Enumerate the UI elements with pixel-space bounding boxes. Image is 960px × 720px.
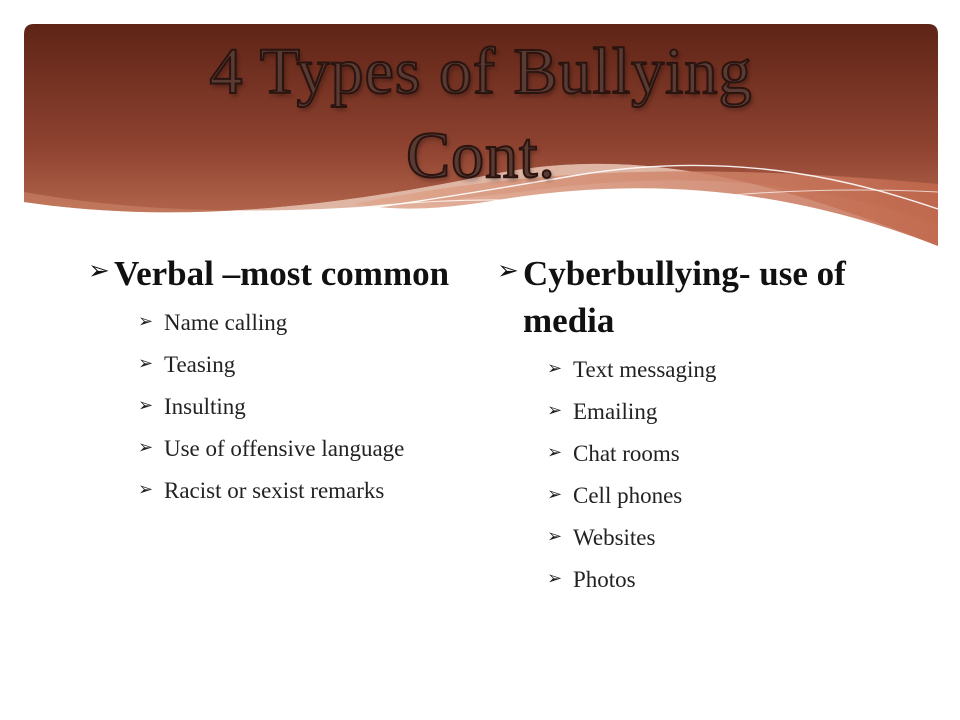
list-item-text: Chat rooms <box>573 441 680 466</box>
slide-title-line2: Cont. <box>406 119 556 192</box>
list-item-text: Websites <box>573 525 656 550</box>
list-item <box>547 398 897 426</box>
arrowhead-icon: ➢ <box>547 484 563 505</box>
list-item-text: Racist or sexist remarks <box>164 478 385 503</box>
arrowhead-icon: ➢ <box>497 256 519 286</box>
cyberbullying-column <box>497 250 897 608</box>
list-item-text: Name calling <box>164 310 288 335</box>
arrowhead-icon: ➢ <box>138 311 154 332</box>
slide-title-line1: 4 Types of Bullying <box>209 35 753 108</box>
list-item-text: Text messaging <box>573 357 717 382</box>
list-item <box>547 356 897 384</box>
list-item <box>138 393 468 421</box>
list-item-text: Emailing <box>573 399 658 424</box>
arrowhead-icon: ➢ <box>547 526 563 547</box>
list-item-text: Use of offensive language <box>164 436 405 461</box>
arrowhead-icon: ➢ <box>547 358 563 379</box>
list-item <box>138 435 468 463</box>
list-item <box>138 351 468 379</box>
arrowhead-icon: ➢ <box>138 479 154 500</box>
list-item-text: Cell phones <box>573 483 683 508</box>
list-item <box>138 309 468 337</box>
arrowhead-icon: ➢ <box>547 400 563 421</box>
verbal-column <box>88 250 468 519</box>
list-item-text: Teasing <box>164 352 236 377</box>
verbal-heading-item <box>88 250 468 505</box>
verbal-list <box>114 309 468 505</box>
list-item-text: Photos <box>573 567 636 592</box>
arrowhead-icon: ➢ <box>88 256 110 286</box>
slide-title <box>24 30 938 198</box>
cyberbullying-heading-item <box>497 250 897 594</box>
list-item <box>547 440 897 468</box>
list-item <box>547 566 897 594</box>
list-item-text: Insulting <box>164 394 246 419</box>
list-item <box>547 524 897 552</box>
verbal-heading: Verbal –most common <box>114 254 450 293</box>
cyberbullying-heading: Cyberbullying- use of media <box>523 254 846 340</box>
arrowhead-icon: ➢ <box>138 395 154 416</box>
arrowhead-icon: ➢ <box>138 353 154 374</box>
arrowhead-icon: ➢ <box>138 437 154 458</box>
cyberbullying-list <box>523 356 897 594</box>
arrowhead-icon: ➢ <box>547 442 563 463</box>
list-item <box>547 482 897 510</box>
list-item <box>138 477 468 505</box>
arrowhead-icon: ➢ <box>547 568 563 589</box>
